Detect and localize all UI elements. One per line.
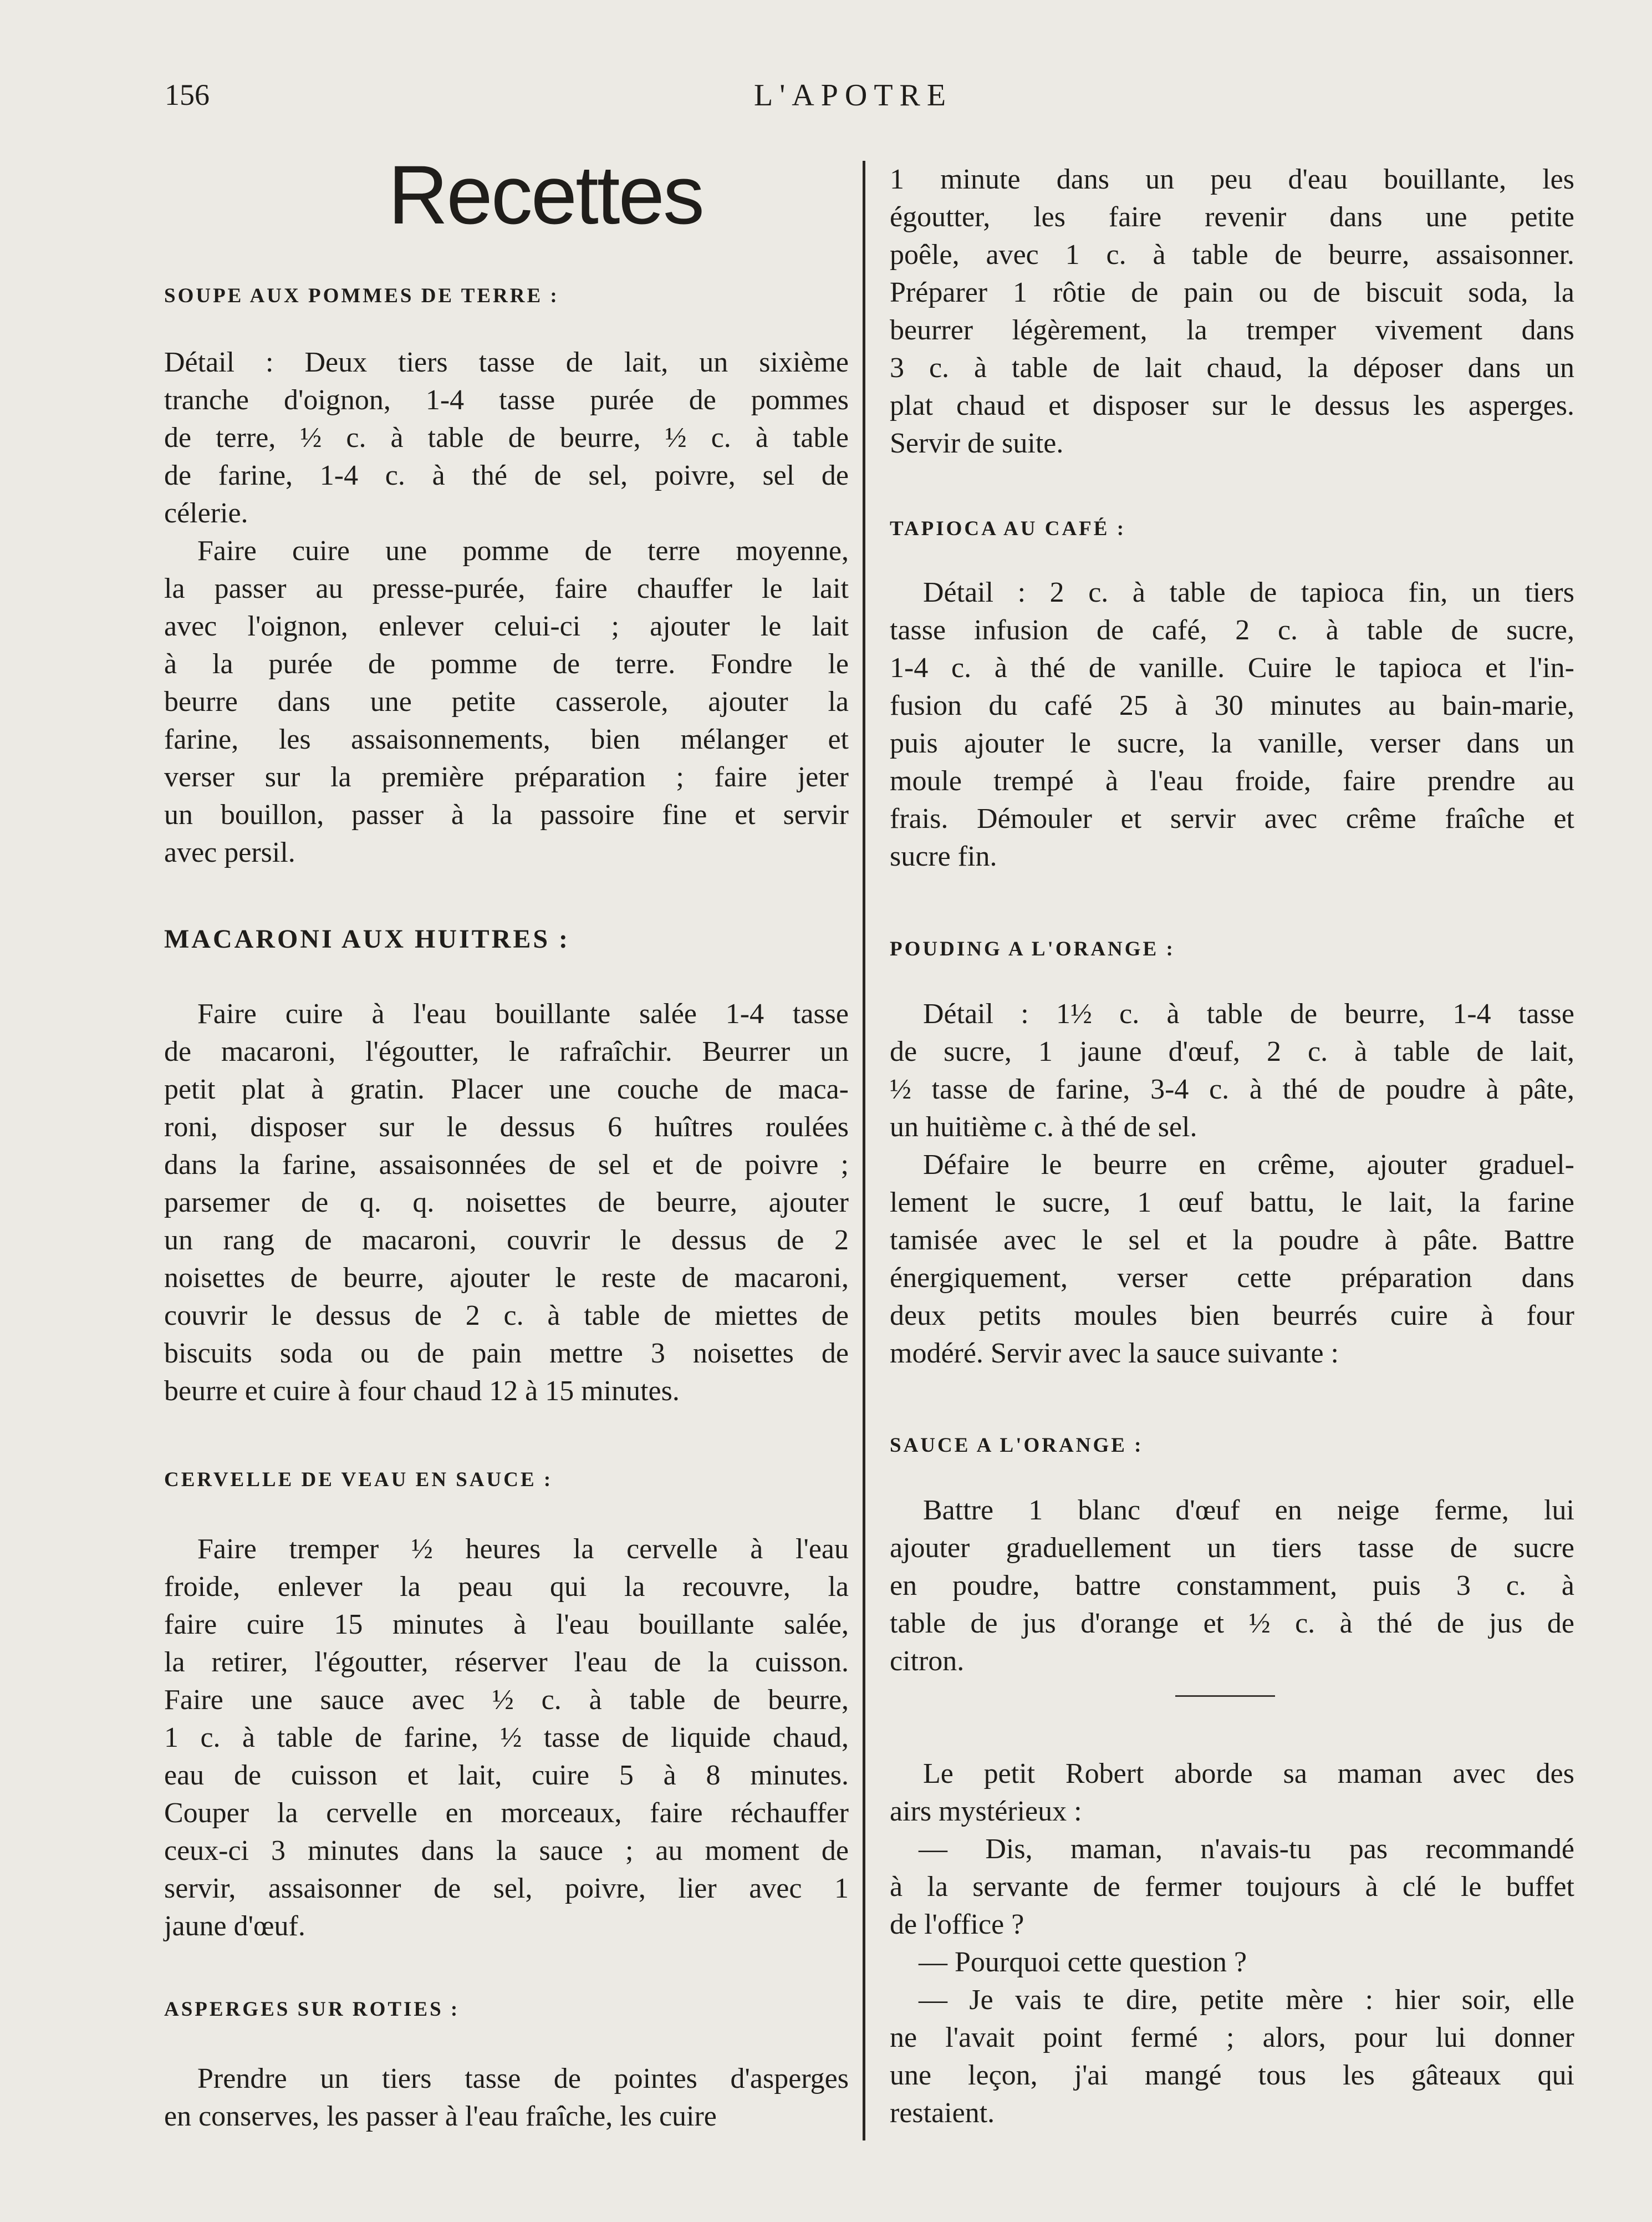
text-line: 1 c. à table de farine, ½ tasse de liquide chaud, (164, 1722, 849, 1753)
page-title: Recettes (388, 148, 703, 241)
running-head: L'APOTRE (754, 78, 953, 113)
text-line: couvrir le dessus de 2 c. à table de miettes de (164, 1300, 849, 1331)
text-line: de l'office ? (890, 1909, 1024, 1940)
text-line: de farine, 1-4 c. à thé de sel, poivre, sel de (164, 460, 849, 491)
section-heading: ASPERGES SUR ROTIES : (164, 1998, 460, 2021)
text-line: avec persil. (164, 837, 295, 868)
text-line: plat chaud et disposer sur le dessus les asperges. (890, 390, 1574, 421)
text-line: un bouillon, passer à la passoire fine et servir (164, 799, 849, 831)
text-line: lement le sucre, 1 œuf battu, le lait, la farine (890, 1187, 1574, 1218)
text-line: — Je vais te dire, petite mère : hier soir, elle (919, 1984, 1574, 2016)
text-line: Détail : Deux tiers tasse de lait, un sixième (164, 347, 849, 378)
text-line: parsemer de q. q. noisettes de beurre, ajouter (164, 1187, 849, 1218)
text-line: la passer au presse-purée, faire chauffer le lait (164, 573, 849, 604)
text-line: 3 c. à table de lait chaud, la déposer dans un (890, 352, 1574, 384)
text-line: servir, assaisonner de sel, poivre, lier avec 1 (164, 1873, 849, 1904)
text-line: 1 minute dans un peu d'eau bouillante, les (890, 164, 1574, 195)
text-line: deux petits moules bien beurrés cuire à four (890, 1300, 1574, 1331)
text-line: restaient. (890, 2097, 995, 2129)
text-line: airs mystérieux : (890, 1796, 1082, 1827)
text-line: roni, disposer sur le dessus 6 huîtres roulées (164, 1111, 849, 1143)
text-line: Préparer 1 rôtie de pain ou de biscuit soda, la (890, 277, 1574, 308)
section-heading: SAUCE A L'ORANGE : (890, 1434, 1144, 1457)
section-heading: POUDING A L'ORANGE : (890, 938, 1175, 960)
text-line: faire cuire 15 minutes à l'eau bouillante salée, (164, 1609, 849, 1640)
column-rule (863, 161, 865, 2140)
section-heading: CERVELLE DE VEAU EN SAUCE : (164, 1468, 553, 1491)
text-line: tamisée avec le sel et la poudre à pâte. Battre (890, 1224, 1574, 1256)
text-line: puis ajouter le sucre, la vanille, verser dans un (890, 728, 1574, 759)
text-line: frais. Démouler et servir avec crême fraîche et (890, 803, 1574, 835)
text-line: ne l'avait point fermé ; alors, pour lui donner (890, 2022, 1574, 2053)
text-line: verser sur la première préparation ; faire jeter (164, 761, 849, 793)
text-line: sucre fin. (890, 841, 997, 872)
text-line: poêle, avec 1 c. à table de beurre, assaisonner. (890, 239, 1574, 271)
text-line: biscuits soda ou de pain mettre 3 noisettes de (164, 1338, 849, 1369)
text-line: Le petit Robert aborde sa maman avec des (923, 1758, 1574, 1789)
text-line: beurre dans une petite casserole, ajouter la (164, 686, 849, 718)
section-heading: MACARONI AUX HUITRES : (164, 924, 570, 954)
text-line: Détail : 2 c. à table de tapioca fin, un tiers (923, 577, 1574, 608)
text-line: beurre et cuire à four chaud 12 à 15 minutes. (164, 1375, 680, 1407)
text-line: Faire tremper ½ heures la cervelle à l'eau (197, 1533, 849, 1565)
text-line: citron. (890, 1645, 965, 1677)
text-line: de terre, ½ c. à table de beurre, ½ c. à table (164, 422, 849, 454)
text-line: froide, enlever la peau qui la recouvre, la (164, 1571, 849, 1603)
text-line: égoutter, les faire revenir dans une petite (890, 201, 1574, 233)
page-number: 156 (165, 78, 210, 111)
text-line: dans la farine, assaisonnées de sel et de poivre ; (164, 1149, 849, 1181)
text-line: ½ tasse de farine, 3-4 c. à thé de poudre à pâte, (890, 1074, 1574, 1105)
text-line: un rang de macaroni, couvrir le dessus de 2 (164, 1224, 849, 1256)
text-line: Battre 1 blanc d'œuf en neige ferme, lui (923, 1494, 1574, 1526)
text-line: célerie. (164, 497, 248, 529)
text-line: Faire cuire à l'eau bouillante salée 1-4 tasse (197, 998, 849, 1030)
text-line: une leçon, j'ai mangé tous les gâteaux qui (890, 2060, 1574, 2091)
text-line: en poudre, battre constamment, puis 3 c. à (890, 1570, 1574, 1601)
text-line: énergiquement, verser cette préparation dans (890, 1262, 1574, 1294)
text-line: tranche d'oignon, 1-4 tasse purée de pommes (164, 384, 849, 416)
text-line: eau de cuisson et lait, cuire 5 à 8 minutes. (164, 1760, 849, 1791)
text-line: noisettes de beurre, ajouter le reste de macaroni, (164, 1262, 849, 1294)
text-line: Défaire le beurre en crême, ajouter graduel- (923, 1149, 1574, 1181)
text-line: — Dis, maman, n'avais-tu pas recommandé (919, 1833, 1574, 1865)
text-line: table de jus d'orange et ½ c. à thé de jus de (890, 1608, 1574, 1639)
text-line: ajouter graduellement un tiers tasse de sucre (890, 1532, 1574, 1564)
text-line: petit plat à gratin. Placer une couche de maca- (164, 1074, 849, 1105)
text-line: Servir de suite. (890, 428, 1064, 459)
text-line: ceux-ci 3 minutes dans la sauce ; au moment de (164, 1835, 849, 1867)
text-line: à la purée de pomme de terre. Fondre le (164, 648, 849, 680)
text-line: jaune d'œuf. (164, 1910, 305, 1942)
text-line: Faire cuire une pomme de terre moyenne, (197, 535, 849, 567)
section-heading: SOUPE AUX POMMES DE TERRE : (164, 284, 559, 307)
text-line: de macaroni, l'égoutter, le rafraîchir. Beurrer un (164, 1036, 849, 1067)
text-line: 1-4 c. à thé de vanille. Cuire le tapioca et l'in- (890, 652, 1574, 684)
text-line: moule trempé à l'eau froide, faire prendre au (890, 765, 1574, 797)
text-line: Prendre un tiers tasse de pointes d'asperges (197, 2063, 849, 2094)
text-line: un huitième c. à thé de sel. (890, 1111, 1197, 1143)
text-line: à la servante de fermer toujours à clé le buffet (890, 1871, 1574, 1903)
text-line: la retirer, l'égoutter, réserver l'eau de la cuisson. (164, 1646, 849, 1678)
text-line: farine, les assaisonnements, bien mélanger et (164, 724, 849, 755)
text-line: Faire une sauce avec ½ c. à table de beurre, (164, 1684, 849, 1716)
text-line: tasse infusion de café, 2 c. à table de sucre, (890, 614, 1574, 646)
text-line: beurrer légèrement, la tremper vivement dans (890, 314, 1574, 346)
text-line: en conserves, les passer à l'eau fraîche, les cuire (164, 2101, 717, 2132)
text-line: de sucre, 1 jaune d'œuf, 2 c. à table de lait, (890, 1036, 1574, 1067)
text-line: — Pourquoi cette question ? (919, 1946, 1247, 1978)
text-line: modéré. Servir avec la sauce suivante : (890, 1338, 1339, 1369)
section-heading: TAPIOCA AU CAFÉ : (890, 517, 1126, 540)
text-line: fusion du café 25 à 30 minutes au bain-marie, (890, 690, 1574, 721)
section-separator (1175, 1695, 1275, 1697)
text-line: Couper la cervelle en morceaux, faire réchauffer (164, 1797, 849, 1829)
text-line: avec l'oignon, enlever celui-ci ; ajouter le lait (164, 611, 849, 642)
text-line: Détail : 1½ c. à table de beurre, 1-4 tasse (923, 998, 1574, 1030)
